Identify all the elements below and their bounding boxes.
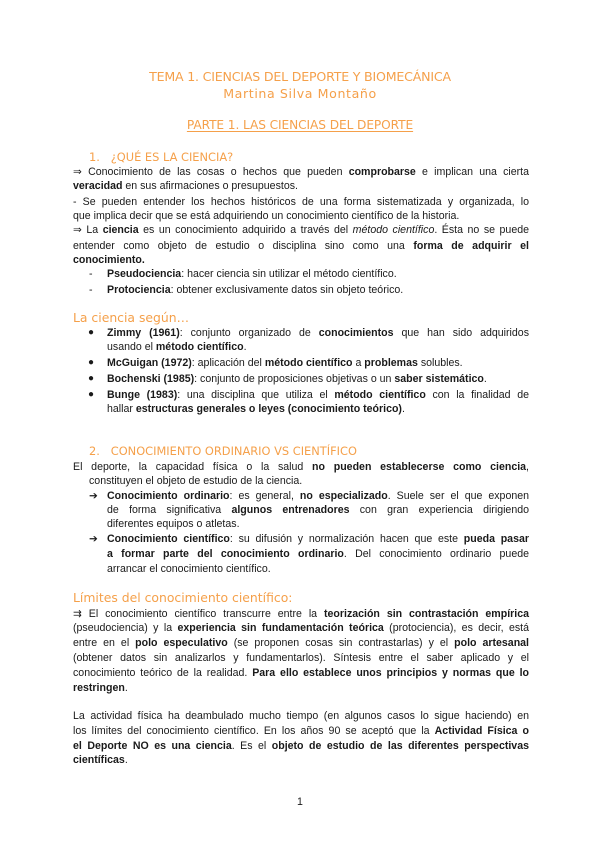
- list-item: Zimmy (1961): conjunto organizado de conocimientos que han sido adquiridos: [107, 327, 529, 339]
- list-item: Bunge (1983): una disciplina que utiliza el método científico con la finalidad de: [107, 389, 529, 401]
- subsection-heading: Límites del conocimiento científico:: [73, 590, 293, 605]
- bullet-icon: ●: [88, 357, 95, 368]
- paragraph-line: La actividad física ha deambulado mucho tiempo (en algunos casos lo sigue haciendo) en: [73, 710, 529, 722]
- document-title: TEMA 1. CIENCIAS DEL DEPORTE Y BIOMECÁNICA: [149, 69, 451, 84]
- dash-bullet: -: [89, 268, 93, 280]
- paragraph-line: conocimiento.: [73, 254, 145, 266]
- list-item: arrancar el conocimiento científico.: [107, 563, 271, 575]
- paragraph-line: ⇒ La ciencia es un conocimiento adquirido a través del método científico. Ésta no se puede: [73, 224, 529, 236]
- paragraph-line: constituyen el objeto de estudio de la ciencia.: [89, 475, 303, 487]
- list-item: usando el método científico.: [107, 341, 247, 353]
- list-item: a formar parte del conocimiento ordinario. Del conocimiento ordinario puede: [107, 548, 529, 560]
- document-author: Martina Silva Montaño: [223, 86, 377, 101]
- paragraph-line: (obtener datos sin analizarlos y fundamentarlos). Síntesis entre el saber aplicado y el: [73, 652, 529, 664]
- dash-bullet: -: [89, 284, 93, 296]
- paragraph-line: científicas.: [73, 754, 128, 766]
- list-item: Bochenski (1985): conjunto de proposiciones objetivas o un saber sistemático.: [107, 373, 487, 385]
- list-item: Conocimiento científico: su difusión y normalización hacen que este pueda pasar: [107, 533, 529, 545]
- section-1-heading: 1. ¿QUÉ ES LA CIENCIA?: [89, 150, 234, 164]
- arrow-bullet-icon: ➔: [89, 490, 98, 502]
- paragraph-line: el Deporte NO es una ciencia. Es el objeto de estudio de las diferentes perspectivas: [73, 740, 529, 752]
- list-item: Protociencia: obtener exclusivamente datos sin objeto teórico.: [107, 284, 404, 296]
- subsection-heading: La ciencia según…: [73, 310, 189, 325]
- paragraph-line: restringen.: [73, 682, 128, 694]
- paragraph-line: (pseudociencia) y la experiencia sin fundamentación teórica (protociencia), es decir, está: [73, 622, 529, 634]
- paragraph-line: los límites del conocimiento científico. En los años 90 se aceptó que la Actividad Física o: [73, 725, 529, 737]
- list-item: Conocimiento ordinario: es general, no especializado. Suele ser el que exponen: [107, 490, 530, 502]
- paragraph-line: ⇒ Conocimiento de las cosas o hechos que pueden comprobarse e implican una cierta: [73, 166, 530, 178]
- paragraph-line: ⇉ El conocimiento científico transcurre entre la teorización sin contrastación empírica: [73, 608, 529, 620]
- section-2-heading: 2. CONOCIMIENTO ORDINARIO VS CIENTÍFICO: [89, 444, 357, 458]
- part-heading: PARTE 1. LAS CIENCIAS DEL DEPORTE: [186, 118, 414, 132]
- bullet-icon: ●: [88, 373, 95, 384]
- list-item: McGuigan (1972): aplicación del método científico a problemas solubles.: [107, 357, 463, 369]
- paragraph-line: entender como objeto de estudio o disciplina sino como una forma de adquirir el: [73, 240, 529, 252]
- list-item: de forma significativa algunos entrenadores con gran experiencia dirigiendo: [107, 504, 530, 516]
- list-item: diferentes equipos o atletas.: [107, 518, 240, 530]
- page-number: 1: [297, 796, 303, 808]
- arrow-bullet-icon: ➔: [89, 533, 98, 545]
- bullet-icon: ●: [88, 327, 95, 338]
- paragraph-line: El deporte, la capacidad física o la salud no pueden establecerse como ciencia,: [73, 461, 529, 473]
- paragraph-line: - Se pueden entender los hechos históricos de una forma sistematizada y organizada, lo: [73, 196, 529, 208]
- paragraph-line: veracidad en sus afirmaciones o presupuestos.: [73, 180, 298, 192]
- paragraph-line: que implica decir que se está adquiriendo un conocimiento científico de la historia.: [73, 210, 460, 222]
- paragraph-line: entre en el polo especulativo (se proponen cosas sin contrastarlas) y el polo artesanal: [73, 637, 530, 649]
- paragraph-line: conocimiento teórico de la realidad. Para ello establece unos principios y normas que lo: [73, 667, 529, 679]
- list-item: Pseudociencia: hacer ciencia sin utilizar el método científico.: [107, 268, 397, 280]
- bullet-icon: ●: [88, 389, 95, 400]
- list-item: hallar estructuras generales o leyes (conocimiento teórico).: [107, 403, 405, 415]
